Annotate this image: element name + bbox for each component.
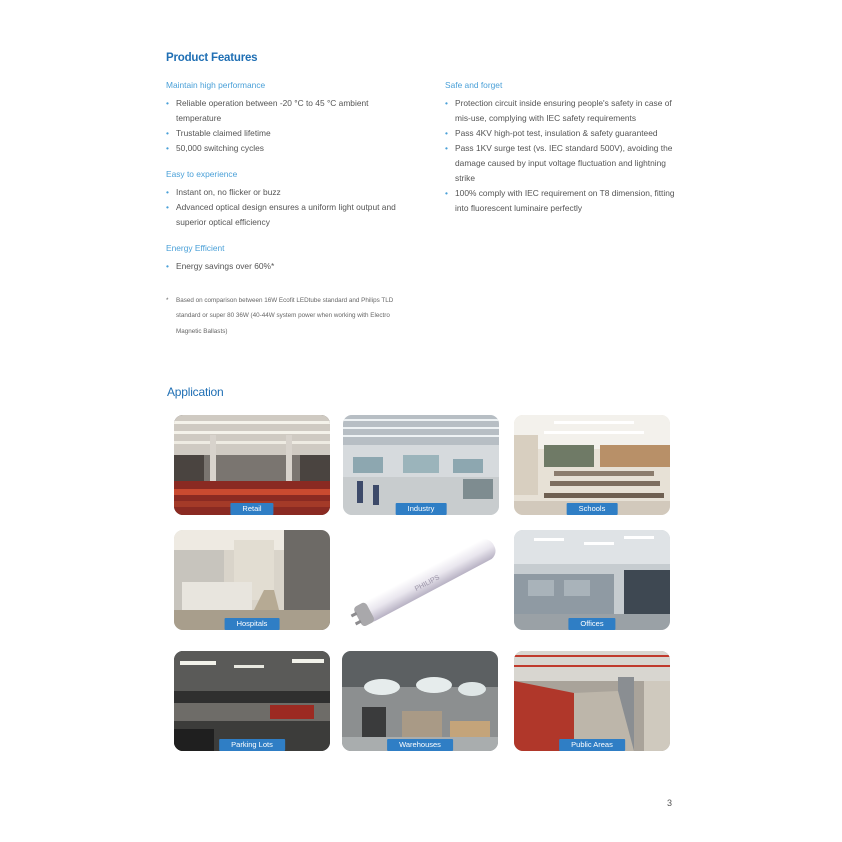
tile-label: Hospitals <box>225 618 280 630</box>
page-number: 3 <box>667 798 673 808</box>
public-areas-photo-icon <box>514 651 670 751</box>
feature-item: • Advanced optical design ensures a uniform light output and superior optical efficiency <box>166 200 411 230</box>
application-title: Application <box>167 385 224 399</box>
product-features-title: Product Features <box>166 52 258 64</box>
industry-photo-icon <box>343 415 499 515</box>
feature-heading: Maintain high performance <box>166 80 266 90</box>
tile-label: Retail <box>230 503 273 515</box>
product-brand: PHILIPS <box>413 574 441 593</box>
led-tube-icon <box>343 533 499 633</box>
warehouse-photo-icon <box>342 651 498 751</box>
tile-label: Industry <box>396 503 447 515</box>
feature-item: • Trustable claimed lifetime <box>166 126 411 141</box>
tile-label: Offices <box>568 618 615 630</box>
tile-label: Warehouses <box>387 739 453 751</box>
feature-item: • Reliable operation between -20 °C to 45 °C ambient temperature <box>166 96 411 126</box>
offices-photo-icon <box>514 530 670 630</box>
tile-industry <box>343 415 499 515</box>
tile-hospitals <box>174 530 330 630</box>
tile-offices <box>514 530 670 630</box>
feature-heading: Easy to experience <box>166 169 238 179</box>
features-left-column <box>166 78 411 285</box>
feature-section-energy <box>166 241 411 274</box>
feature-item: • Pass 4KV high-pot test, insulation & safety guaranteed <box>445 126 685 141</box>
tile-label: Schools <box>567 503 618 515</box>
parking-photo-icon <box>174 651 330 751</box>
schools-photo-icon <box>514 415 670 515</box>
feature-item: • Instant on, no flicker or buzz <box>166 185 411 200</box>
product-tube-image <box>343 533 499 633</box>
feature-section-experience <box>166 167 411 230</box>
tile-warehouses <box>342 651 498 751</box>
footnote-mark: * <box>166 297 169 304</box>
feature-section-safety <box>445 78 685 216</box>
footnote-text: Based on comparison between 16W Ecofit LEDtube standard and Philips TLD standard or super 80 36W (40-44W system power when working with Electro Magnetic Ballasts) <box>176 297 394 335</box>
tile-schools <box>514 415 670 515</box>
feature-item: • Pass 1KV surge test (vs. IEC standard 500V), avoiding the damage caused by input voltage fluctuation and lightning strike <box>445 141 685 186</box>
feature-heading: Safe and forget <box>445 80 503 90</box>
feature-section-performance <box>166 78 411 156</box>
feature-heading: Energy Efficient <box>166 243 225 253</box>
footnote <box>166 293 416 339</box>
tile-public-areas <box>514 651 670 751</box>
retail-photo-icon <box>174 415 330 515</box>
feature-item: • 50,000 switching cycles <box>166 141 411 156</box>
tile-parking <box>174 651 330 751</box>
hospitals-photo-icon <box>174 530 330 630</box>
feature-item: • Protection circuit inside ensuring people's safety in case of mis-use, complying with IEC safety requirements <box>445 96 685 126</box>
feature-item: • Energy savings over 60%* <box>166 259 411 274</box>
feature-item: • 100% comply with IEC requirement on T8 dimension, fitting into fluorescent luminaire perfectly <box>445 186 685 216</box>
features-right-column <box>445 78 685 227</box>
tile-label: Public Areas <box>559 739 625 751</box>
tile-label: Parking Lots <box>219 739 285 751</box>
tile-retail <box>174 415 330 515</box>
